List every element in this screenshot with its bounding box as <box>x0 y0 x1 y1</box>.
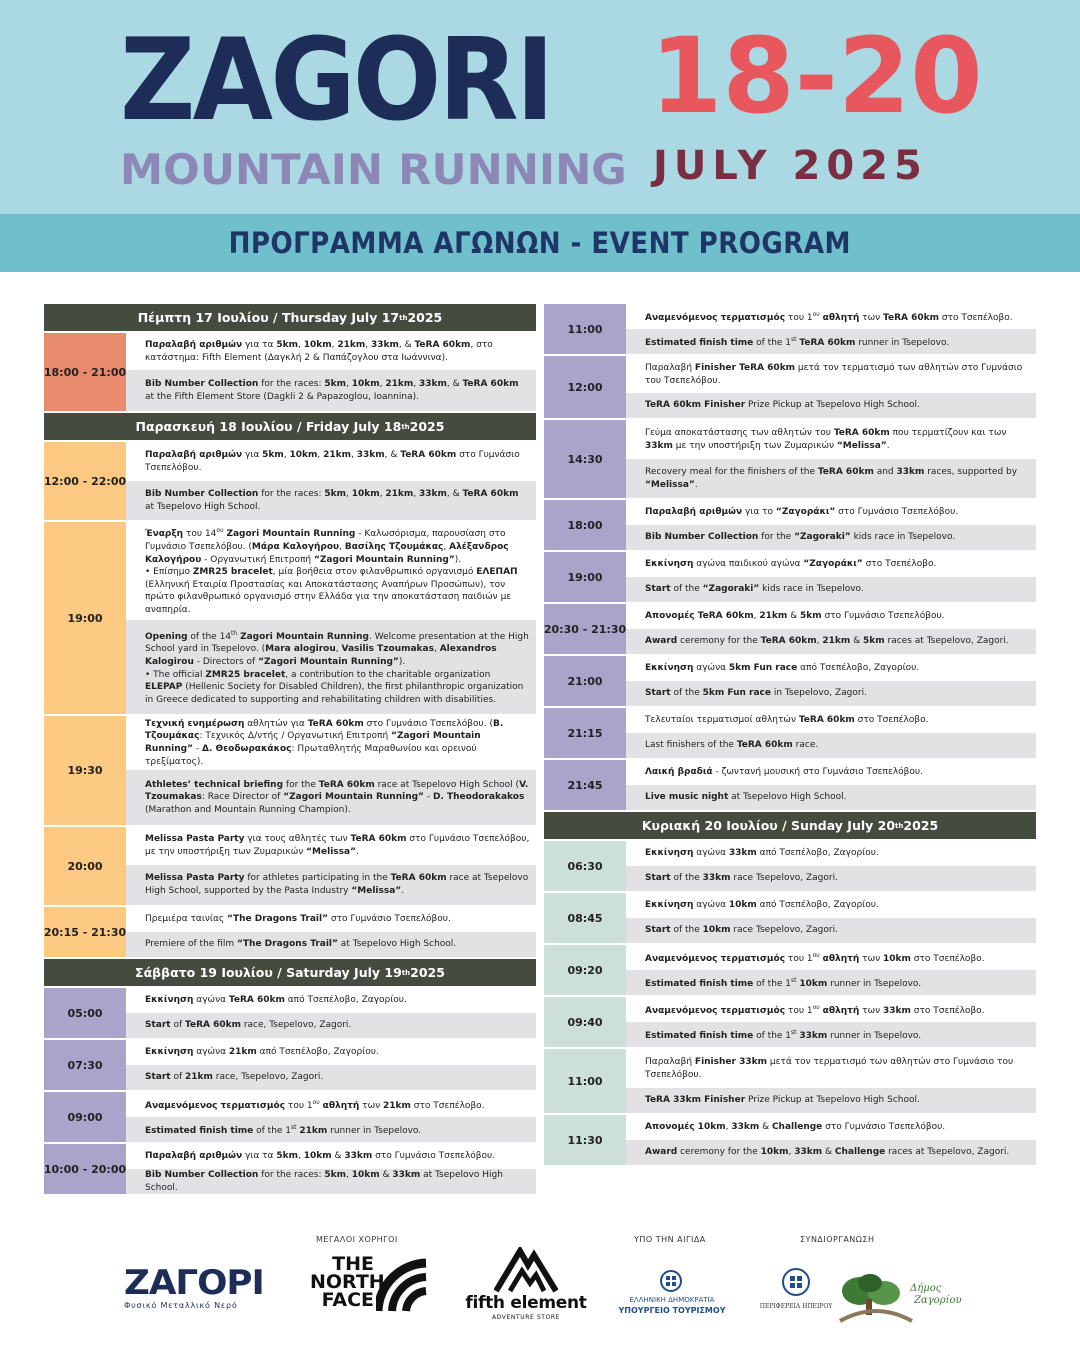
dimos-zagoriou-logo <box>836 1273 960 1327</box>
event-description-english: TeRA 33km Finisher Prize Pickup at Tsepelovo High School. <box>626 1088 1036 1113</box>
fifth-element-tagline: ADVENTURE STORE <box>491 1314 561 1321</box>
time-slot: 05:00 <box>44 988 126 1038</box>
event-description-english: Award ceremony for the TeRA 60km, 21km & 5km races at Tsepelovo, Zagori. <box>626 629 1036 654</box>
time-slot: 11:30 <box>544 1115 626 1165</box>
event-description-english: Award ceremony for the 10km, 33km & Challenge races at Tsepelovo, Zagori. <box>626 1140 1036 1165</box>
day-header <box>44 413 536 440</box>
event-description-greek: Παραλαβή αριθμών για 5km, 10km, 21km, 33km, & TeRA 60km στο Γυμνάσιο Τσεπελόβου. <box>126 442 536 481</box>
event-description-english: Bib Number Collection for the “Zagoraki” kids race in Tsepelovo. <box>626 525 1036 550</box>
event-description-english: Estimated finish time of the 1st 21km runner in Tsepelovo. <box>126 1117 536 1142</box>
epirus-label: ΠΕΡΙΦΕΡΕΙΑ ΗΠΕΙΡΟΥ <box>759 1303 833 1310</box>
day-header-suffix: th <box>895 821 904 830</box>
event-description-greek: Εκκίνηση αγώνα 5km Fun race από Τσεπέλοβο, Ζαγορίου. <box>626 656 1036 681</box>
event-description-greek: Παραλαβή Finisher TeRA 60km μετά τον τερματισμό των αθλητών στο Γυμνάσιο του Τσεπελόβου. <box>626 356 1036 393</box>
time-slot: 07:30 <box>44 1040 126 1090</box>
schedule-block <box>44 1040 536 1090</box>
schedule-block <box>544 420 1036 498</box>
epirus-emblem-icon <box>782 1267 810 1297</box>
event-description-greek: Απονομές TeRA 60km, 21km & 5km στο Γυμνάσιο Τσεπελόβου. <box>626 604 1036 629</box>
day-header-label: Πέμπτη 17 Ιουλίου / Thursday July 17 <box>137 310 400 325</box>
schedule-block <box>544 500 1036 550</box>
tnf-arcs-icon <box>376 1257 428 1313</box>
schedule-block <box>544 997 1036 1047</box>
event-description-greek: Πρεμιέρα ταινίας “The Dragons Trail” στο Γυμνάσιο Τσεπελόβου. <box>126 907 536 932</box>
day-header-suffix: th <box>401 968 411 977</box>
time-slot: 09:00 <box>44 1092 126 1142</box>
event-description-english: Premiere of the film “The Dragons Trail” at Tsepelovo High School. <box>126 932 536 957</box>
event-description-english: Start of the 5km Fun race in Tsepelovo, Zagori. <box>626 681 1036 706</box>
event-description-english: Opening of the 14th Zagori Mountain Running. Welcome presentation at the High School yard in Tsepelovo. (Mara alogirou, Vasilis Tzoumakas, Alexandros Kalogirou - Directors of “Zagori Mountain Running”). • The official ZMR25 bracelet, a contribution to the charitable organization ELEPAP (Hellenic Society for Disabled Children), the first philanthropic organization in Greece dedicated to supporting and rehabilitating children with disabilities. <box>126 620 536 714</box>
event-description-english: Melissa Pasta Party for athletes participating in the TeRA 60km race at Tsepelovo High School, supported by the Pasta Industry “Melissa”. <box>126 865 536 905</box>
ministry-line-republic: ΕΛΛΗΝΙΚΗ ΔΗΜΟΚΡΑΤΙΑ <box>629 1296 715 1304</box>
tnf-word-the: THE <box>332 1253 374 1275</box>
zagori-water-logo <box>124 1263 284 1310</box>
schedule-block <box>544 1049 1036 1113</box>
event-description-english: Start of the 10km race Tsepelovo, Zagori. <box>626 918 1036 943</box>
schedule-column-left <box>44 304 536 1196</box>
schedule-column-right <box>544 304 1036 1167</box>
schedule-block <box>544 893 1036 943</box>
event-description-english: Bib Number Collection for the races: 5km, 10km, 21km, 33km, & TeRA 60km at the Fifth Element Store (Dagkli 2 & Papazoglou, Ioannina). <box>126 370 536 411</box>
day-header-label: Κυριακή 20 Ιουλίου / Sunday July 20 <box>641 818 896 833</box>
time-slot: 18:00 - 21:00 <box>44 333 126 411</box>
time-slot: 12:00 - 22:00 <box>44 442 126 520</box>
event-description-greek: Εκκίνηση αγώνα παιδικού αγώνα “Ζαγοράκι” στο Τσεπέλοβο. <box>626 552 1036 577</box>
fifth-element-logo <box>464 1247 588 1327</box>
tnf-word-face: FACE <box>321 1289 374 1311</box>
event-description-greek: Αναμενόμενος τερματισμός του $1^{o\upsilon}$ αθλητή των 33km στο Τσεπέλοβο. <box>626 997 1036 1022</box>
schedule-block <box>544 945 1036 995</box>
time-slot: 11:00 <box>544 1049 626 1113</box>
day-header-suffix: th <box>401 422 410 431</box>
event-description-english: Start of TeRA 60km race, Tsepelovo, Zagori. <box>126 1013 536 1038</box>
time-slot: 18:00 <box>544 500 626 550</box>
schedule-block <box>544 604 1036 654</box>
dimos-word: Δήμος <box>910 1283 942 1294</box>
schedule-block <box>544 841 1036 891</box>
event-description-english: Live music night at Tsepelovo High School. <box>626 785 1036 810</box>
event-description-greek: Melissa Pasta Party για τους αθλητές των TeRA 60km στο Γυμνάσιο Τσεπελόβου, με την υποστήριξη των Ζυμαρικών “Melissa”. <box>126 827 536 865</box>
event-description-greek: Εκκίνηση αγώνα 33km από Τσεπέλοβο, Ζαγορίου. <box>626 841 1036 866</box>
event-description-english: Recovery meal for the finishers of the TeRA 60km and 33km races, supported by “Melissa”. <box>626 459 1036 498</box>
time-slot: 19:30 <box>44 716 126 825</box>
program-title: ΠΡΟΓΡΑΜΜΑ ΑΓΩΝΩΝ - EVENT PROGRAM <box>228 226 852 260</box>
time-slot: 08:45 <box>544 893 626 943</box>
event-description-greek: Γεύμα αποκατάστασης των αθλητών του TeRA 60km που τερματίζουν και των 33km με την υποστήριξη των Ζυμαρικών “Melissa”. <box>626 420 1036 459</box>
day-header-label: Παρασκευή 18 Ιουλίου / Friday July 18 <box>135 419 402 434</box>
day-header-suffix: th <box>399 313 408 322</box>
day-header-year: 2025 <box>410 965 445 980</box>
schedule-block <box>544 552 1036 602</box>
event-description-greek: Τελευταίοι τερματισμοί αθλητών TeRA 60km στο Τσεπέλοβο. <box>626 708 1036 733</box>
time-slot: 10:00 - 20:00 <box>44 1144 126 1194</box>
fifth-element-mountain-icon <box>494 1247 558 1293</box>
event-subtitle: MOUNTAIN RUNNING <box>120 145 627 194</box>
zagori-water-tagline: Φυσικό Μεταλλικό Νερό <box>124 1301 238 1310</box>
event-month-year: JULY 2025 <box>653 143 928 189</box>
schedule-block <box>544 708 1036 758</box>
schedule-block <box>544 656 1036 706</box>
event-description-greek: Τεχνική ενημέρωση αθλητών για TeRA 60km στο Γυμνάσιο Τσεπελόβου. (Β. Τζουμάκας: Τεχνικός Δ/ντής / Οργανωτική Επιτροπή “Zagori Mountain Running” - Δ. Θεοδωρακάκος: Πρωταθλητής Μαραθωνίου και ορεινού τρεξίματος). <box>126 716 536 770</box>
schedule-block <box>544 304 1036 354</box>
event-description-greek: Έναρξη του $14^{o\upsilon}$ Zagori Mountain Running - Καλωσόρισμα, παρουσίαση στο Γυμνάσιο Τσεπελόβου. (Μάρα Καλογήρου, Βασίλης Τζουμάκας, Αλέξανδρος Καλογήρου - Οργανωτική Επιτροπή “Zagori Mountain Running”). • Επίσημο ZMR25 bracelet, μία βοήθεια στον φιλανθρωπικό οργανισμό ΕΛΕΠΑΠ (Ελληνική Εταιρία Προστασίας και Αποκατάστασης Αναπήρων Προσώπων), τον πρώτο φιλανθρωπικό οργανισμό στην Ελλάδα για την αποκατάσταση παιδιών με αναπηρία. <box>126 522 536 620</box>
day-header <box>544 812 1036 839</box>
schedule-block <box>544 760 1036 810</box>
event-description-greek: Παραλαβή αριθμών για τα 5km, 10km, 21km, 33km, & TeRA 60km, στο κατάστημα: Fifth Element (Δαγκλή 2 & Παπάζογλου στα Ιωάννινα). <box>126 333 536 370</box>
schedule-block <box>44 1144 536 1194</box>
event-description-english: Start of the “Zagoraki” kids race in Tsepelovo. <box>626 577 1036 602</box>
event-description-greek: Εκκίνηση αγώνα 21km από Τσεπέλοβο, Ζαγορίου. <box>126 1040 536 1065</box>
zagori-water-wordmark: ΖΑΓΟΡΙ <box>124 1263 264 1303</box>
event-description-greek: Εκκίνηση αγώνα 10km από Τσεπέλοβο, Ζαγορίου. <box>626 893 1036 918</box>
time-slot: 09:20 <box>544 945 626 995</box>
schedule-block <box>44 1092 536 1142</box>
program-banner <box>0 214 1080 272</box>
schedule-block <box>44 907 536 957</box>
time-slot: 21:45 <box>544 760 626 810</box>
schedule-block <box>44 827 536 905</box>
time-slot: 20:00 <box>44 827 126 905</box>
event-description-english: Estimated finish time of the 1st TeRA 60km runner in Tsepelovo. <box>626 329 1036 354</box>
label-main-sponsors: ΜΕΓΑΛΟΙ ΧΟΡΗΓΟΙ <box>316 1235 398 1244</box>
schedule-block <box>544 356 1036 418</box>
event-description-english: TeRA 60km Finisher Prize Pickup at Tsepelovo High School. <box>626 393 1036 418</box>
day-header <box>44 959 536 986</box>
event-description-greek: Παραλαβή αριθμών για τα 5km, 10km & 33km στο Γυμνάσιο Τσεπελόβου. <box>126 1144 536 1169</box>
time-slot: 11:00 <box>544 304 626 354</box>
schedule-block <box>544 1115 1036 1165</box>
event-description-english: Last finishers of the TeRA 60km race. <box>626 733 1036 758</box>
label-co-organization: ΣΥΝΔΙΟΡΓΑΝΩΣΗ <box>800 1235 875 1244</box>
event-description-english: Start of the 33km race Tsepelovo, Zagori. <box>626 866 1036 891</box>
ministry-line-tourism: ΥΠΟΥΡΓΕΙΟ ΤΟΥΡΙΣΜΟΥ <box>618 1306 726 1315</box>
zagoriou-word: Ζαγορίου <box>914 1295 962 1306</box>
day-header <box>44 304 536 331</box>
time-slot: 19:00 <box>544 552 626 602</box>
time-slot: 19:00 <box>44 522 126 714</box>
event-description-greek: Παραλαβή αριθμών για το “Ζαγοράκι” στο Γυμνάσιο Τσεπελόβου. <box>626 500 1036 525</box>
region-of-epirus-logo <box>758 1267 834 1327</box>
day-header-year: 2025 <box>903 818 939 833</box>
event-description-greek: Εκκίνηση αγώνα TeRA 60km από Τσεπέλοβο, Ζαγορίου. <box>126 988 536 1013</box>
day-header-label: Σάββατο 19 Ιουλίου / Saturday July 19 <box>135 965 402 980</box>
time-slot: 20:15 - 21:30 <box>44 907 126 957</box>
event-title: ZAGORI <box>120 14 552 146</box>
time-slot: 14:30 <box>544 420 626 498</box>
event-description-greek: Αναμενόμενος τερματισμός του $1^{o\upsilon}$ αθλητή των 21km στο Τσεπέλοβο. <box>126 1092 536 1117</box>
event-dates: 18-20 <box>650 15 983 137</box>
time-slot: 09:40 <box>544 997 626 1047</box>
fifth-element-wordmark: fifth element <box>465 1293 587 1313</box>
schedule-block <box>44 988 536 1038</box>
time-slot: 21:00 <box>544 656 626 706</box>
time-slot: 21:15 <box>544 708 626 758</box>
event-description-greek: Απονομές 10km, 33km & Challenge στο Γυμνάσιο Τσεπελόβου. <box>626 1115 1036 1140</box>
label-aegis: ΥΠΟ ΤΗΝ ΑΙΓΙΔΑ <box>634 1235 706 1244</box>
event-description-english: Athletes’ technical briefing for the TeRA 60km race at Tsepelovo High School (V. Tzoumakas: Race Director of “Zagori Mountain Running” - D. Theodorakakos (Marathon and Mountain Running Champion). <box>126 770 536 825</box>
sponsors-footer <box>0 1225 1080 1350</box>
day-header-year: 2025 <box>409 419 445 434</box>
day-header-year: 2025 <box>407 310 443 325</box>
tnf-word-north: NORTH <box>310 1271 385 1293</box>
schedule-block <box>44 442 536 520</box>
schedule-block <box>44 333 536 411</box>
the-north-face-logo <box>310 1255 430 1317</box>
event-description-greek: Αναμενόμενος τερματισμός του $1^{o\upsilon}$ αθλητή των 10km στο Τσεπέλοβο. <box>626 945 1036 970</box>
greek-coat-of-arms-icon <box>660 1269 682 1293</box>
event-description-greek: Παραλαβή Finisher 33km μετά τον τερματισμό των αθλητών στο Γυμνάσιο του Τσεπελόβου. <box>626 1049 1036 1088</box>
event-description-greek: Αναμενόμενος τερματισμός του $1^{o\upsilon}$ αθλητή των TeRA 60km στο Τσεπέλοβο. <box>626 304 1036 329</box>
schedule-block <box>44 716 536 825</box>
time-slot: 06:30 <box>544 841 626 891</box>
header <box>0 0 1080 214</box>
schedule-block <box>44 522 536 714</box>
event-description-english: Start of 21km race, Tsepelovo, Zagori. <box>126 1065 536 1090</box>
time-slot: 12:00 <box>544 356 626 418</box>
event-description-greek: Λαική βραδιά - ζωντανή μουσική στο Γυμνάσιο Τσεπελόβου. <box>626 760 1036 785</box>
event-description-english: Estimated finish time of the 1st 33km runner in Tsepelovo. <box>626 1022 1036 1047</box>
event-description-english: Estimated finish time of the 1st 10km runner in Tsepelovo. <box>626 970 1036 995</box>
tree-bridge-icon <box>836 1273 916 1325</box>
time-slot: 20:30 - 21:30 <box>544 604 626 654</box>
event-description-english: Bib Number Collection for the races: 5km, 10km & 33km at Tsepelovo High School. <box>126 1169 536 1194</box>
event-description-english: Bib Number Collection for the races: 5km, 10km, 21km, 33km, & TeRA 60km at Tsepelovo High School. <box>126 481 536 520</box>
ministry-of-tourism-logo <box>612 1267 732 1327</box>
